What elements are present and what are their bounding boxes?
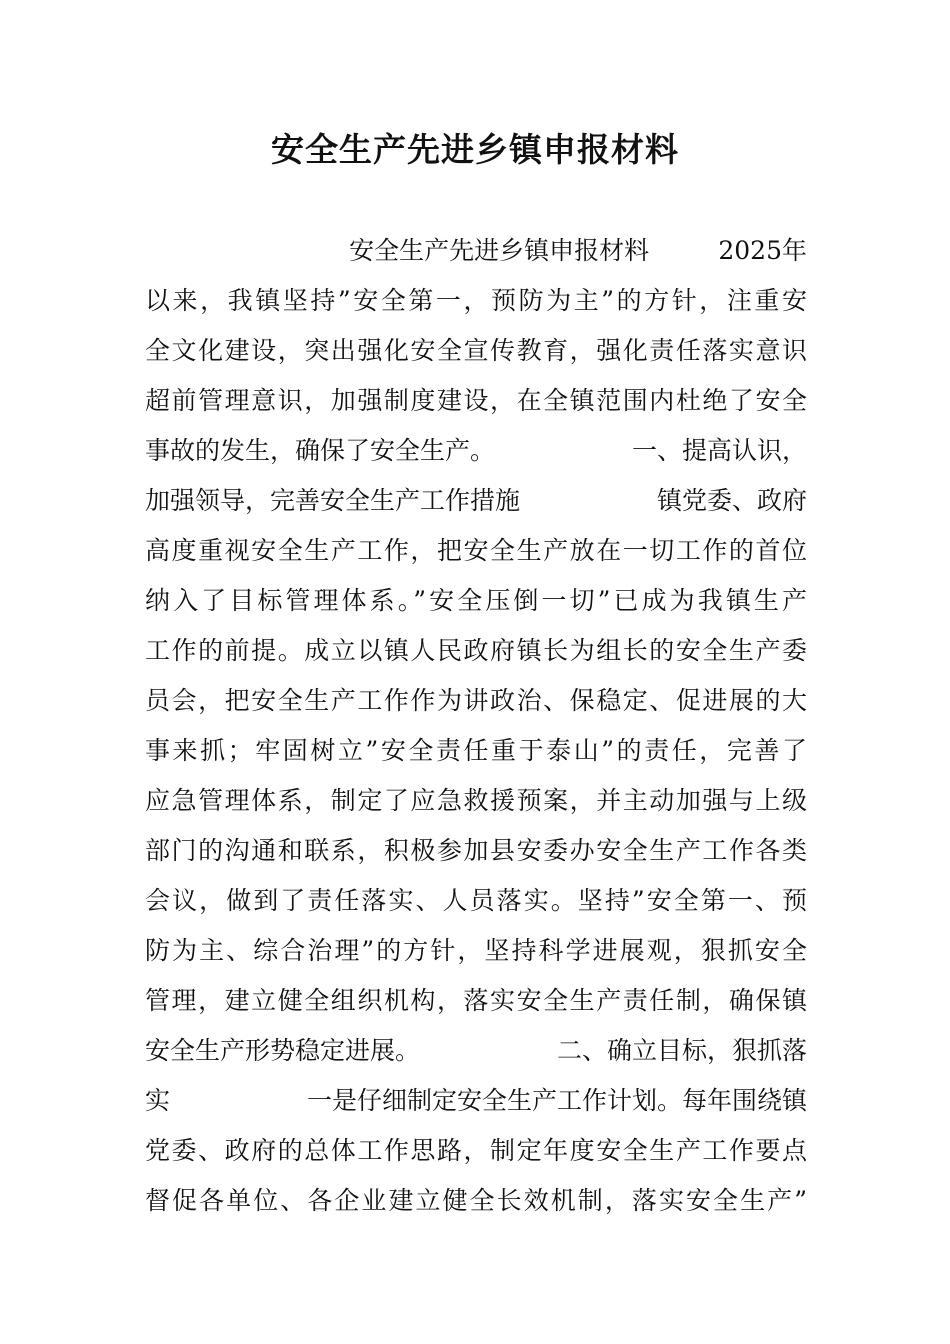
text-line	[145, 1126, 807, 1176]
text-segment: 工作的前提。成立以镇人民政府镇长为组长的安全生产委	[145, 636, 809, 665]
text-line	[145, 426, 807, 476]
text-line	[145, 276, 810, 326]
text-segment: 安全生产形势稳定进展。	[145, 1036, 421, 1065]
text-segment: 事来抓；牢固树立”安全责任重于泰山”的责任，完善了	[145, 736, 810, 765]
text-line	[145, 776, 807, 826]
text-line	[145, 726, 810, 776]
text-segment: 一是仔细制定安全生产工作计划。每年围绕镇	[306, 1086, 807, 1115]
text-line	[145, 826, 807, 876]
text-segment: 全文化建设，突出强化安全宣传教育，强化责任落实意识	[145, 336, 809, 365]
text-segment: 超前管理意识，加强制度建设，在全镇范围内杜绝了安全	[145, 386, 809, 415]
text-segment: 2025年	[718, 236, 807, 265]
text-segment: 安全生产先进乡镇申报材料	[349, 236, 650, 265]
text-segment: 部门的沟通和联系，积极参加县安委办安全生产工作各类	[145, 836, 809, 865]
text-line	[145, 676, 807, 726]
text-segment: 二、确立目标，狠抓落	[556, 1036, 807, 1065]
text-segment: 镇党委、政府	[656, 486, 807, 515]
text-line	[145, 326, 807, 376]
text-line	[145, 376, 807, 426]
text-segment: 纳入了目标管理体系。”安全压倒一切”已成为我镇生产	[145, 586, 811, 615]
text-segment: 督促各单位、各企业建立健全长效机制，落实安全生产”	[145, 1186, 810, 1215]
text-segment: 员会，把安全生产工作作为讲政治、保稳定、促进展的大	[145, 686, 809, 715]
text-segment: 加强领导，完善安全生产工作措施	[145, 486, 521, 515]
text-segment: 党委、政府的总体工作思路，制定年度安全生产工作要点	[145, 1136, 809, 1165]
text-segment: 一、提高认识，	[631, 436, 807, 465]
text-segment: 管理，建立健全组织机构，落实安全生产责任制，确保镇	[145, 986, 809, 1015]
text-line	[145, 626, 807, 676]
text-segment: 防为主、综合治理”的方针，坚持科学进展观，狠抓安全	[145, 936, 810, 965]
text-line	[145, 576, 811, 626]
text-segment: 以来，我镇坚持”安全第一，预防为主”的方针，注重安	[145, 286, 810, 315]
document-body	[145, 226, 811, 1226]
text-line	[145, 226, 807, 276]
text-segment: 应急管理体系，制定了应急救援预案，并主动加强与上级	[145, 786, 809, 815]
text-line	[145, 1076, 807, 1126]
text-line	[145, 926, 810, 976]
text-segment: 高度重视安全生产工作，把安全生产放在一切工作的首位	[145, 536, 809, 565]
text-line	[145, 976, 807, 1026]
text-segment: 实	[145, 1086, 171, 1115]
text-segment: 会议，做到了责任落实、人员落实。坚持”安全第一、预	[145, 886, 810, 915]
text-segment: 事故的发生，确保了安全生产。	[145, 436, 496, 465]
text-line	[145, 476, 807, 526]
document-title: 安全生产先进乡镇申报材料	[271, 130, 679, 169]
text-line	[145, 526, 807, 576]
text-line	[145, 876, 810, 926]
text-line	[145, 1176, 810, 1226]
text-line	[145, 1026, 807, 1076]
